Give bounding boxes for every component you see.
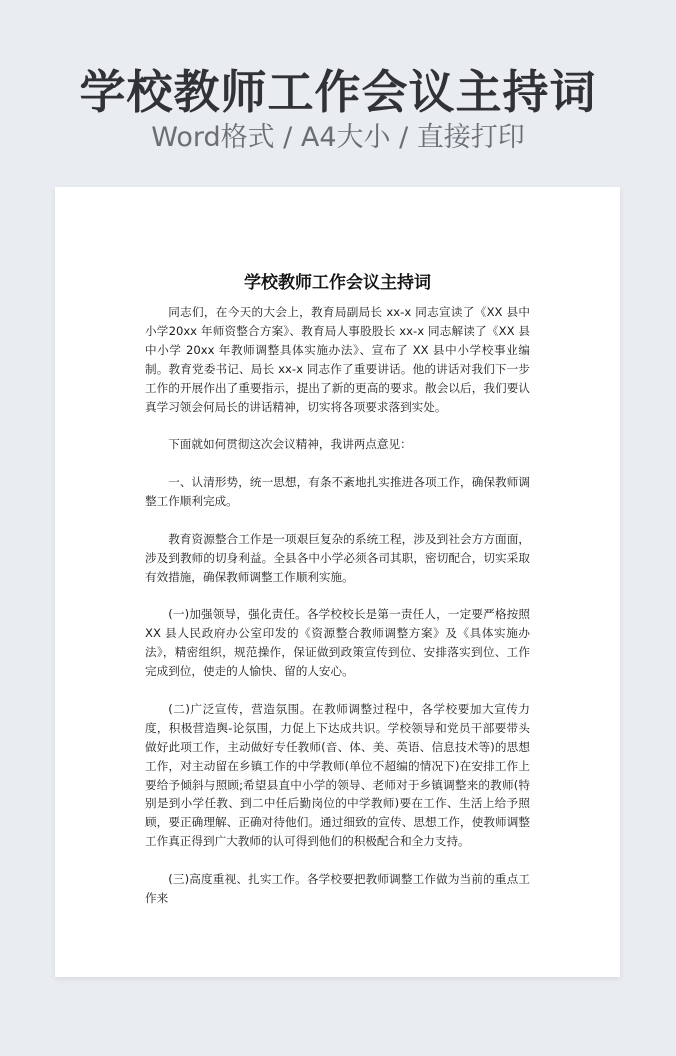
paragraph-publicity: (二)广泛宣传，营造氛围。在教师调整过程中，各学校要加大宣传力度，积极营造舆-论氛围，力促上下达成共识。学校领导和党员干部要带头做好此项工作，主动做好专任教师(音、体、美、英语、信息技术等)的思想工作，对主动留在乡镇工作的中学教师(单位不超编的情况下)在安排工作上要给予倾斜与照顾;希望县直中小学的领导、老师对于乡镇调整来的教师(特别是到小学任教、到二中任后勤岗位的中学教师)要在工作、生活上给予照顾，要正确理解、正确对待他们。通过细致的宣传、思想工作，使教师调整工作真正得到广大教师的认可得到他们的积极配合和全力支持。	[145, 701, 530, 849]
paragraph-resource-integration: 教育资源整合工作是一项艰巨复杂的系统工程，涉及到社会方方面面，涉及到教师的切身利益。全县各中小学必须各司其职，密切配合，切实采取有效措施，确保教师调整工作顺利实施。	[145, 531, 530, 584]
banner-subtitle: Word格式 / A4大小 / 直接打印	[151, 122, 525, 153]
document-title: 学校教师工作会议主持词	[244, 273, 431, 293]
paragraph-attention: (三)高度重视、扎实工作。各学校要把教师调整工作做为当前的重点工作来	[145, 872, 530, 905]
banner-title: 学校教师工作会议主持词	[79, 65, 597, 119]
paragraph-opening: 同志们，在今天的大会上，教育局副局长 xx-x 同志宣读了《XX 县中小学20xx 年师资整合方案》、教育局人事股股长 xx-x 同志解读了《XX 县中小学 20xx 年教师调整具体实施办法》、宣布了 XX 县中小学校事业编制。教育党委书记、局长 xx-x 同志作了重要讲话。他的讲话对我们下一步工作的开展作出了重要指示，提出了新的更高的要求。散会以后，我们要认真学习领会何局长的讲话精神，切实将各项要求落到实处。	[145, 305, 530, 414]
document-body	[145, 303, 530, 927]
paragraph-section-one-heading: 一、认清形势，统一思想，有条不紊地扎实推进各项工作，确保教师调整工作顺利完成。	[145, 475, 530, 509]
document-page	[55, 187, 620, 977]
paragraph-leadership: (一)加强领导，强化责任。各学校校长是第一责任人，一定要严格按照 XX 县人民政府办公室印发的《资源整合教师调整方案》及《具体实施办法》，精密组织，规范操作，保证做到政策宣传到位、安排落实到位、工作完成到位，使走的人愉快、留的人安心。	[145, 607, 530, 679]
paragraph-intro-points: 下面就如何贯彻这次会议精神，我讲两点意见：	[168, 437, 412, 452]
